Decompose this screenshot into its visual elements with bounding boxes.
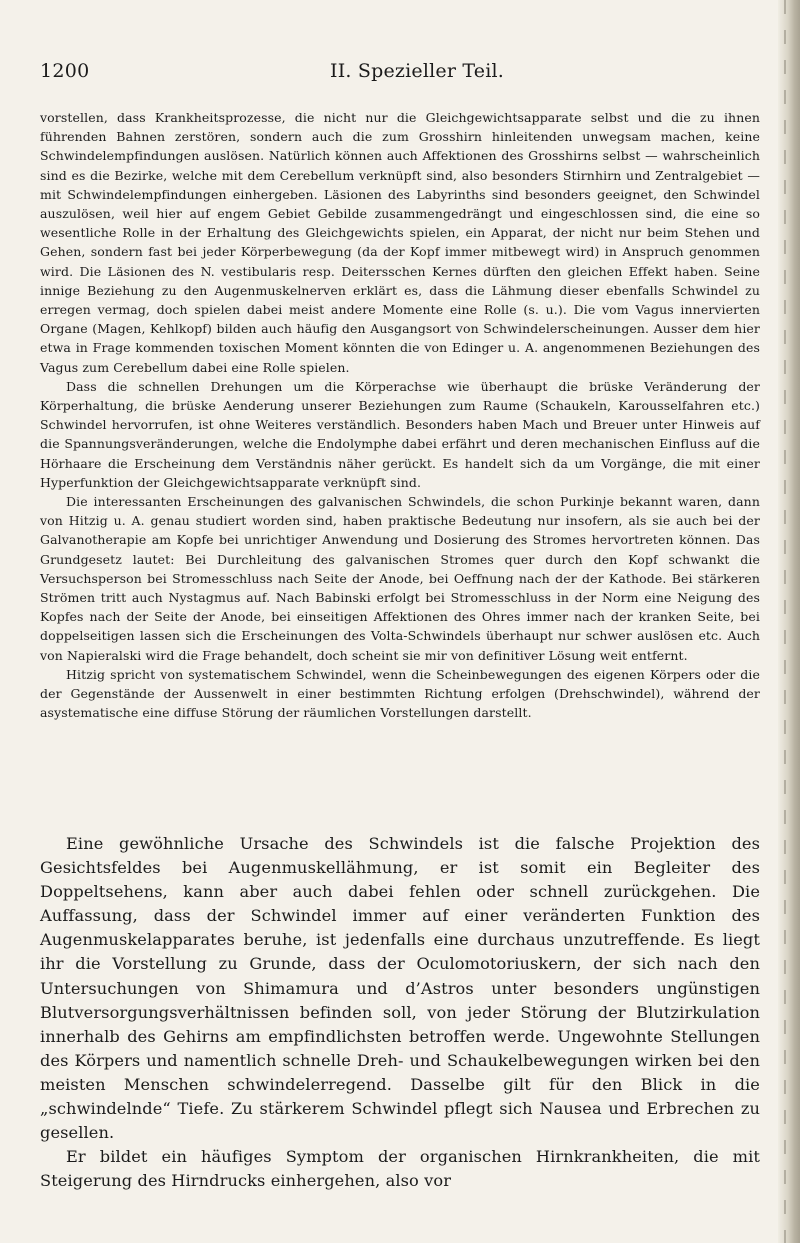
page-number: 1200 <box>40 60 90 82</box>
paragraph: Dass die schnellen Drehungen um die Körperachse wie überhaupt die brüske Veränderung der Körperhaltung, die brüske Aenderung unserer Beziehungen zum Raume (Schaukeln, Karousselfahren etc.) Schwindel hervorrufen, ist ohne Weiteres verständlich. Besonders haben Mach und Breuer unter Hinweis auf die Spannungsveränderungen, welche die Endolymphe dabei erfährt und deren mechanischen Einfluss auf die Hörhaare die Erscheinung dem Verständnis näher gerückt. Es handelt sich da um Vorgänge, die mit einer Hyperfunktion der Gleichgewichtsapparate verknüpft sind. <box>40 378 760 490</box>
paragraph-continued: vorstellen, dass Krankheitsprozesse, die nicht nur die Gleichgewichtsapparate selbst und die zu ihnen führenden Bahnen zerstören, sondern auch die zum Grosshirn hinleitenden unwegsam machen, keine Schwindelempfindungen auslösen. Natürlich können auch Affektionen des Grosshirns selbst — wahrscheinlich sind es die Bezirke, welche mit dem Cerebellum verknüpft sind, also besonders Stirnhirn und Zentralgebiet — mit Schwindelempfindungen einhergeben. Läsionen des Labyrinths sind besonders geeignet, den Schwindel auszulösen, weil hier auf engem Gebiet Gebilde zusammengedrängt und eingeschlossen sind, die eine so wesentliche Rolle in der Erhaltung des Gleichgewichts spielen, ein Apparat, der nicht nur beim Stehen und Gehen, sondern fast bei jeder Körperbewegung (da der Kopf immer mitbewegt wird) in Anspruch genommen wird. Die Läsionen des N. vestibularis resp. Deitersschen Kernes dürften den gleichen Effekt haben. Seine innige Beziehung zu den Augenmuskelnerven erklärt es, dass die Lähmung dieser ebenfalls Schwindel zu erregen vermag, doch spielen dabei meist andere Momente eine Rolle (s. u.). Die vom Vagus innervierten Organe (Magen, Kehlkopf) bilden auch häufig den Ausgangsort von Schwindelerscheinungen. Ausser dem hier etwa in Frage kommenden toxischen Moment könnten die von Edinger u. A. angenommenen Beziehungen des Vagus zum Cerebellum dabei eine Rolle spielen. <box>40 110 760 375</box>
paragraph: Die interessanten Erscheinungen des galvanischen Schwindels, die schon Purkinje bekannt waren, dann von Hitzig u. A. genau studiert worden sind, haben praktische Bedeutung nur insofern, als sie auch bei der Galvanotherapie am Kopfe bei unrichtiger Anwendung und Dosierung des Stromes hervortreten können. Das Grundgesetz lautet: Bei Durchleitung des galvanischen Stromes quer durch den Kopf schwankt die Versuchsperson bei Stromesschluss nach Seite der Anode, bei Oeffnung nach der der Kathode. Bei stärkeren Strömen tritt auch Nystagmus auf. Nach Babinski erfolgt bei Stromesschluss in der Norm eine Neigung des Kopfes nach der Seite der Anode, bei einseitigen Affektionen des Ohres immer nach der kranken Seite, bei doppelseitigen lassen sich die Erscheinungen des Volta-Schwindels überhaupt nur schwer auslösen etc. Auch von Napieralski wird die Frage behandelt, doch scheint sie mir von definitiver Lösung weit entfernt. <box>40 494 760 663</box>
paragraph: Er bildet ein häufiges Symptom der organischen Hirnkrankheiten, die mit Steigerung des Hirndrucks einhergehen, also vor <box>40 1147 760 1191</box>
paragraph: Hitzig spricht von systematischem Schwindel, wenn die Scheinbewegungen des eigenen Körpers oder die der Gegenstände der Aussenwelt in einer bestimmten Richtung erfolgen (Drehschwindel), während der asystematische eine diffuse Störung der räumlichen Vorstellungen darstellt. <box>40 666 760 721</box>
paragraph: Eine gewöhnliche Ursache des Schwindels ist die falsche Projektion des Gesichtsfeldes bei Augenmuskellähmung, er ist somit ein Begleiter des Doppeltsehens, kann aber auch dabei fehlen oder schnell zurückgehen. Die Auffassung, dass der Schwindel immer auf einer veränderten Funktion des Augenmuskelapparates beruhe, ist jedenfalls eine durchaus unzutreffende. Es liegt ihr die Vorstellung zu Grunde, dass der Oculomotoriuskern, der sich nach den Untersuchungen von Shimamura und d’Astros unter besonders ungünstigen Blutversorgungsverhältnissen befinden soll, von jeder Störung der Blutzirkulation innerhalb des Gehirns am empfindlichsten betroffen werde. Ungewohnte Stellungen des Körpers und namentlich schnelle Dreh- und Schaukelbewegungen wirken bei den meisten Menschen schwindelerregend. Dasselbe gilt für den Blick in die „schwindelnde“ Tiefe. Zu stärkerem Schwindel pflegt sich Nausea und Erbrechen zu gesellen. <box>40 834 760 1143</box>
main-text-section <box>40 832 760 1193</box>
small-print-section <box>40 108 760 723</box>
page-header <box>40 60 760 90</box>
running-head: II. Spezieller Teil. <box>330 60 504 82</box>
page-edge-shadow <box>778 0 800 1243</box>
